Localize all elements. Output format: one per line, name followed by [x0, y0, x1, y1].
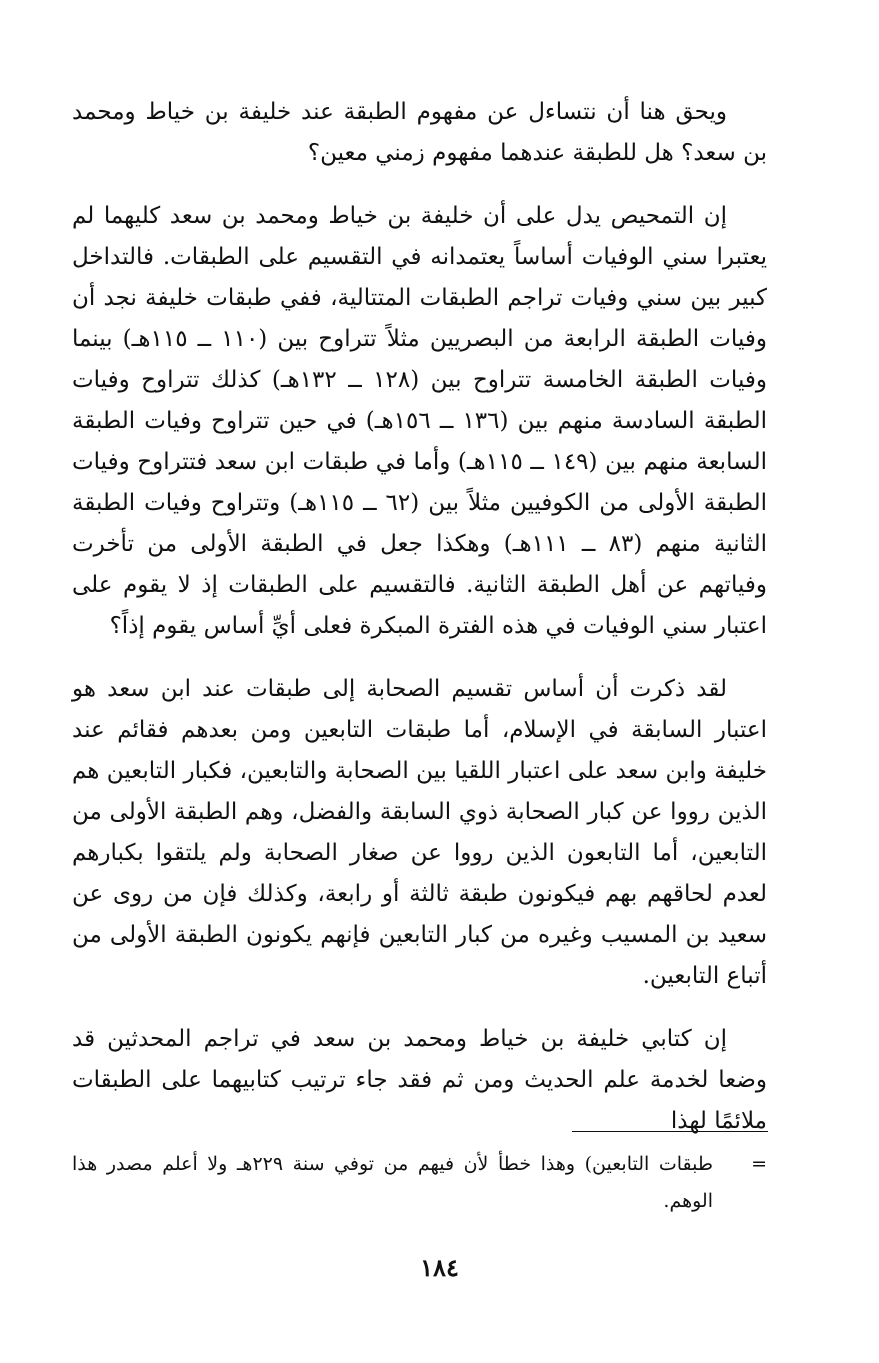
- paragraph-3: لقد ذكرت أن أساس تقسيم الصحابة إلى طبقات عند ابن سعد هو اعتبار السابقة في الإسلام، أما طبقات التابعين ومن بعدهم فقائم عند خليفة وابن سعد على اعتبار اللقيا بين الصحابة والتابعين، فكبار التابعين هم الذين رووا عن كبار الصحابة ذوي السابقة والفضل، وهم الطبقة الأولى من التابعين، أما التابعون الذين رووا عن صغار الصحابة ولم يلتقوا بكبارهم لعدم لحاقهم بهم فيكونون طبقة ثالثة أو رابعة، وكذلك فإن من روى عن سعيد بن المسيب وغيره من كبار التابعين فإنهم يكونون الطبقة الأولى من أتباع التابعين.: [72, 676, 767, 989]
- footnote: [72, 1146, 767, 1220]
- page-number: ١٨٤: [420, 1253, 459, 1282]
- footnote-marker: =: [751, 1153, 767, 1175]
- footnote-text: طبقات التابعين) وهذا خطأ لأن فيهم من توفي سنة ٢٢٩هـ ولا أعلم مصدر هذا الوهم.: [72, 1153, 713, 1212]
- paragraph-4: إن كتابي خليفة بن خياط ومحمد بن سعد في تراجم المحدثين قد وضعا لخدمة علم الحديث ومن ثم فقد جاء ترتيب كتابيهما على الطبقات ملائمًا لهذا: [72, 1026, 767, 1134]
- paragraph-1: ويحق هنا أن نتساءل عن مفهوم الطبقة عند خليفة بن خياط ومحمد بن سعد؟ هل للطبقة عندهما مفهوم زمني معين؟: [72, 99, 767, 166]
- paragraph-2: إن التمحيص يدل على أن خليفة بن خياط ومحمد بن سعد كليهما لم يعتبرا سني الوفيات أساساً يعتمدانه في التقسيم على الطبقات. فالتداخل كبير بين سني وفيات تراجم الطبقات المتتالية، ففي طبقات خليفة نجد أن وفيات الطبقة الرابعة من البصريين مثلاً تتراوح بين (١١٠ ــ ١١٥هـ) بينما وفيات الطبقة الخامسة تتراوح بين (١٢٨ ــ ١٣٢هـ) كذلك تتراوح وفيات الطبقة السادسة منهم بين (١٣٦ ــ ١٥٦هـ) في حين تتراوح وفيات الطبقة السابعة منهم بين (١٤٩ ــ ١١٥هـ) وأما في طبقات ابن سعد فتتراوح وفيات الطبقة الأولى من الكوفيين مثلاً بين (٦٢ ــ ١١٥هـ) وتتراوح وفيات الطبقة الثانية منهم (٨٣ ــ ١١١هـ) وهكذا جعل في الطبقة الأولى من تأخرت وفياتهم عن أهل الطبقة الثانية. فالتقسيم على الطبقات إذ لا يقوم على اعتبار سني الوفيات في هذه الفترة المبكرة فعلى أيِّ أساس يقوم إذاً؟: [72, 203, 768, 639]
- main-text: [72, 92, 767, 1164]
- footnote-separator: [572, 1131, 768, 1132]
